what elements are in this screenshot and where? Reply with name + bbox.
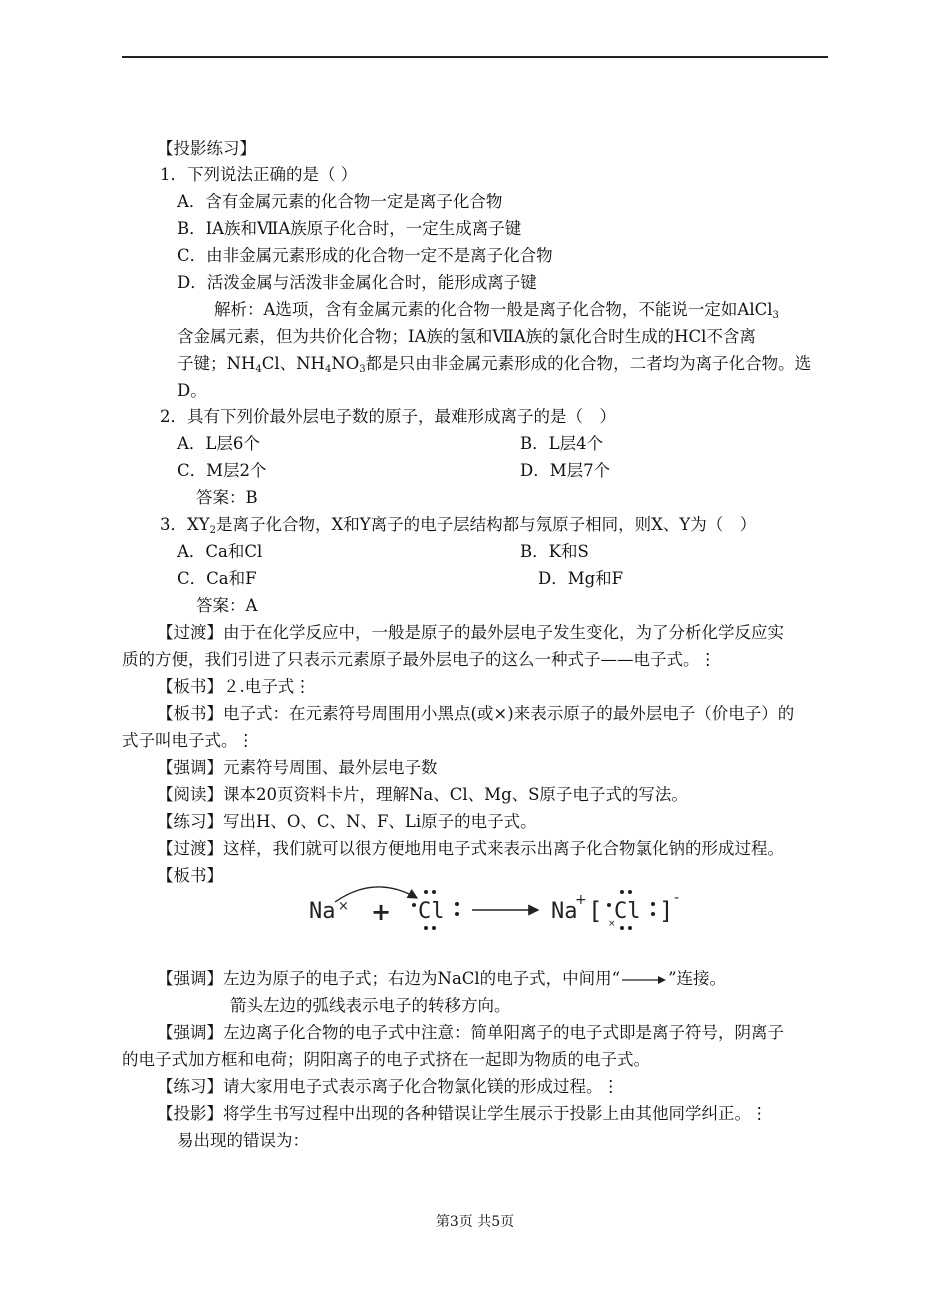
- na-electron-cross: ×: [338, 899, 349, 914]
- projection-line: 【投影】将学生书写过程中出现的各种错误让学生展示于投影上由其他同学纠正。⋮: [157, 1104, 768, 1123]
- cl-atom-symbol: Cl: [418, 899, 445, 924]
- emphasis-line: 【强调】元素符号周围、最外层电子数: [157, 758, 438, 777]
- emphasis-notes-line2: 的电子式加方框和电荷；阴阳离子的电子式挤在一起即为物质的电子式。: [122, 1050, 650, 1069]
- definition-line1: 【板书】电子式：在元素符号周围用小黑点(或×)来表示原子的最外层电子（价电子）的: [157, 704, 795, 723]
- page-footer: 第3页 共5页: [435, 1214, 515, 1230]
- q1-stem: 1．下列说法正确的是（ ）: [160, 165, 358, 184]
- na-ion-symbol: Na: [551, 899, 578, 924]
- q3-stem: 3．$XY_2$是离子化合物，X和Y离子的电子层结构都与氖原子相同，则X、Y为（ ）: [160, 515, 757, 536]
- q3-answer: 答案：A: [196, 596, 258, 615]
- q1-option-c: C．由非金属元素形成的化合物一定不是离子化合物: [177, 246, 553, 265]
- common-errors-line: 易出现的错误为：: [177, 1131, 309, 1150]
- q2-stem: 2．具有下列价最外层电子数的原子，最难形成离子的是（ ）: [160, 407, 616, 426]
- q3-option-c: C．Ca和F: [177, 569, 257, 588]
- q1-option-a: A．含有金属元素的化合物一定是离子化合物: [177, 192, 503, 211]
- cl-ion-symbol: Cl: [614, 899, 641, 924]
- board-heading: 【板书】２.电子式⋮: [157, 677, 311, 696]
- q2-option-a: A．L层6个: [177, 434, 260, 453]
- left-bracket: [: [588, 897, 603, 925]
- q2-option-c: C．M层2个: [177, 461, 267, 480]
- cl-ion-charge: -: [674, 890, 680, 906]
- q1-analysis-line1: 解析：A选项，含有金属元素的化合物一般是离子化合物，不能说一定如AlCl$_3$: [214, 300, 779, 321]
- right-bracket: ]: [659, 897, 674, 925]
- practice-mgcl2-line: 【练习】请大家用电子式表示离子化合物氯化镁的形成过程。⋮: [157, 1077, 619, 1096]
- q1-analysis-line2: 含金属元素，但为共价化合物；ⅠA族的氢和ⅦA族的氯化合时生成的HCl不含离: [177, 327, 756, 346]
- transition-line: 【过渡】这样，我们就可以很方便地用电子式来表示出离子化合物氯化钠的形成过程。: [157, 839, 784, 858]
- q1-option-b: B．ⅠA族和ⅦA族原子化合时，一定生成离子键: [177, 219, 522, 238]
- q3-option-d: D．Mg和F: [538, 569, 624, 588]
- na-atom-symbol: Na: [309, 899, 336, 924]
- q2-option-d: D．M层7个: [520, 461, 611, 480]
- arc-explanation-line: 箭头左边的弧线表示电子的转移方向。: [230, 996, 511, 1015]
- q2-answer: 答案：B: [196, 488, 258, 507]
- definition-line2: 式子叫电子式。⋮: [122, 731, 254, 750]
- section-title: 【投影练习】: [157, 139, 256, 158]
- q2-option-b: B．L层4个: [520, 434, 604, 453]
- q1-option-d: D．活泼金属与活泼非金属化合时，能形成离子键: [177, 273, 537, 292]
- plus-sign: +: [371, 898, 392, 926]
- transition-para-line2: 质的方便，我们引进了只表示元素原子最外层电子的这么一种式子——电子式。⋮: [122, 650, 716, 669]
- q1-analysis-line3: 子键；$NH_4Cl$、$NH_4NO_3$都是只由非金属元素形成的化合物，二者均为离子化合物。选: [177, 354, 812, 375]
- practice-line: 【练习】写出H、O、C、N、F、Li原子的电子式。: [157, 812, 537, 831]
- header-rule: [122, 56, 828, 58]
- q3-option-b: B．K和S: [520, 542, 589, 561]
- inline-arrow-icon: [620, 974, 668, 986]
- board-label: 【板书】: [157, 866, 223, 885]
- na-ion-charge: +: [575, 892, 587, 908]
- emphasis-notes-line1: 【强调】左边离子化合物的电子式中注意：简单阳离子的电子式即是离子符号，阴离子: [157, 1023, 784, 1042]
- reading-line: 【阅读】课本20页资料卡片，理解Na、Cl、Mg、S原子电子式的写法。: [157, 785, 688, 804]
- cl-ion-transferred-cross: ×: [608, 919, 616, 929]
- q1-analysis-line4: D。: [177, 381, 207, 400]
- nacl-electron-dot-diagram: [305, 880, 690, 940]
- emphasis-diagram-line: 【强调】左边为原子的电子式；右边为NaCl的电子式，中间用“ ”连接。: [157, 969, 727, 988]
- q3-option-a: A．Ca和Cl: [177, 542, 263, 561]
- transition-para-line1: 【过渡】由于在化学反应中，一般是原子的最外层电子发生变化，为了分析化学反应实: [157, 623, 784, 642]
